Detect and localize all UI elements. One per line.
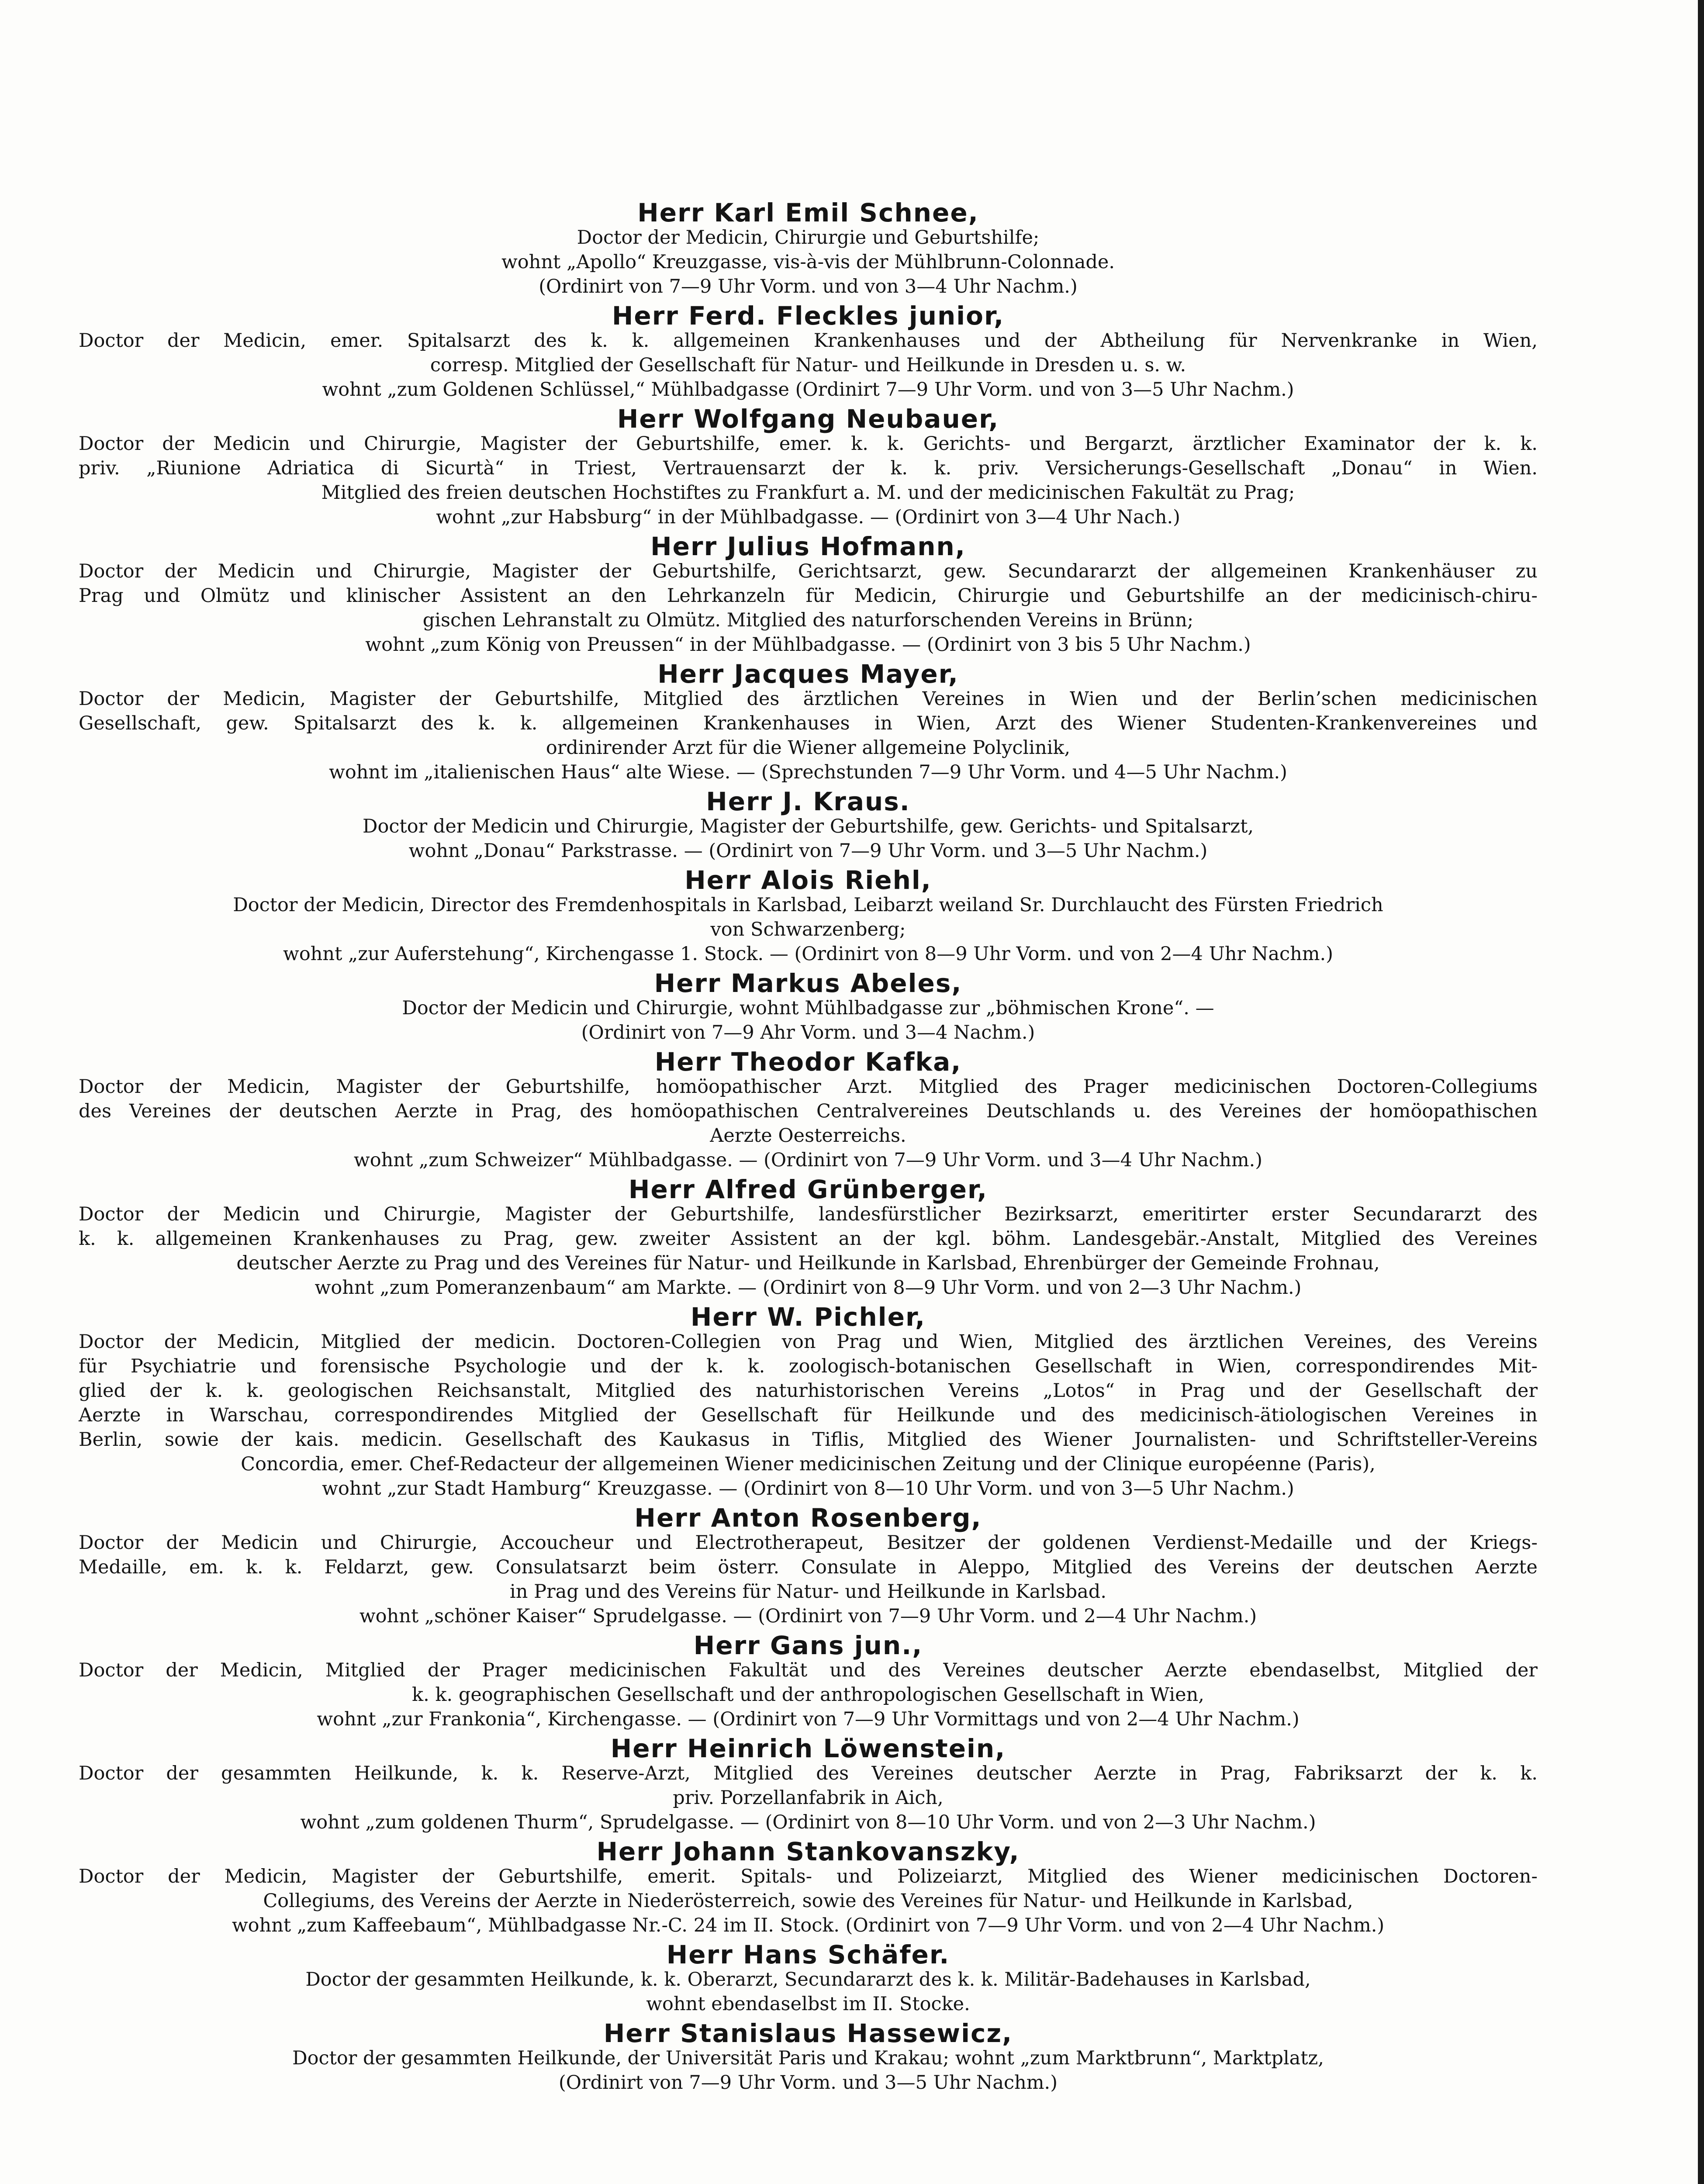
entry-text-line: von Schwarzenberg; [710,919,906,940]
entry-text-line: priv. „Riunione Adriatica di Sicurtà“ in Triest, Vertrauensarzt der k. k. priv. Versicherungs-Gesellschaft „Donau“ in Wien. [79,457,1538,479]
physician-entry [79,867,1538,966]
entry-text-line: Prag und Olmütz und klinischer Assistent an den Lehrkanzeln für Medicin, Chirurgie und Geburtshilfe an der medicinisch-chiru- [79,585,1538,607]
entry-text-line: wohnt im „italienischen Haus“ alte Wiese. — (Sprechstunden 7—9 Uhr Vorm. und 4—5 Uhr Nachm.) [329,761,1287,783]
entry-text-line: Doctor der gesammten Heilkunde, k. k. Oberarzt, Secundararzt des k. k. Militär-Badehauses in Karlsbad, [305,1969,1311,1990]
entry-text-line: wohnt „Apollo“ Kreuzgasse, vis-à-vis der Mühlbrunn-Colonnade. [501,251,1115,273]
entry-text-line: Doctor der Medicin, Mitglied der medicin. Doctoren-Collegien von Prag und Wien, Mitglied des ärztlichen Vereines, des Vereins [79,1331,1538,1353]
entry-text-line: wohnt „zur Habsburg“ in der Mühlbadgasse. — (Ordinirt von 3—4 Uhr Nach.) [436,506,1180,528]
entry-text-line: Doctor der Medicin und Chirurgie, Magister der Geburtshilfe, gew. Gerichts- und Spitalsarzt, [362,816,1254,837]
physician-name: Herr Theodor Kafka, [654,1047,962,1077]
physician-name: Herr Ferd. Fleckles junior, [612,301,1005,331]
entry-text-line: gischen Lehranstalt zu Olmütz. Mitglied des naturforschenden Vereins in Brünn; [422,609,1194,631]
entry-text-line: wohnt „zum goldenen Thurm“, Sprudelgasse. — (Ordinirt von 8—10 Uhr Vorm. und von 2—3 Uhr Nachm.) [300,1811,1316,1833]
physician-entry [79,1505,1538,1628]
entry-text-line: (Ordinirt von 7—9 Uhr Vorm. und 3—5 Uhr Nachm.) [559,2072,1058,2094]
entry-text-line: Aerzte Oesterreichs. [710,1125,906,1147]
entry-text-line: Doctor der Medicin und Chirurgie, Magister der Geburtshilfe, landesfürstlicher Bezirksarzt, emeritirter erster Secundararzt des [79,1203,1538,1225]
physician-entry [79,1736,1538,1835]
entry-text-line: Mitglied des freien deutschen Hochstiftes zu Frankfurt a. M. und der medicinischen Fakultät zu Prag; [321,482,1295,504]
entry-text-line: Doctor der Medicin und Chirurgie, Magister der Geburtshilfe, Gerichtsarzt, gew. Secundararzt der allgemeinen Krankenhäuser zu [79,560,1538,582]
entry-text-line: wohnt „zum Kaffeebaum“, Mühlbadgasse Nr.-C. 24 im II. Stock. (Ordinirt von 7—9 Uhr Vorm. und von 2—4 Uhr Nachm.) [232,1914,1385,1936]
entry-text-line: priv. Porzellanfabrik in Aich, [673,1787,944,1809]
physician-name: Herr Alfred Grünberger, [628,1175,988,1204]
physician-name: Herr W. Pichler, [690,1302,926,1332]
physician-entry [79,406,1538,529]
entry-text-line: Doctor der Medicin, emer. Spitalsarzt des k. k. allgemeinen Krankenhauses und der Abtheilung für Nervenkranke in Wien, [79,330,1538,352]
entry-text-line: wohnt „zum Pomeranzenbaum“ am Markte. — (Ordinirt von 8—9 Uhr Vorm. und von 2—3 Uhr Nachm.) [315,1277,1302,1299]
physician-name: Herr Jacques Mayer, [657,659,959,689]
physician-name: Herr Markus Abeles, [654,968,962,998]
entry-text-line: Doctor der Medicin, Magister der Geburtshilfe, homöopathischer Arzt. Mitglied des Prager medicinischen Doctoren-Collegiums [79,1076,1538,1098]
entry-text-line: Doctor der gesammten Heilkunde, der Universität Paris und Krakau; wohnt „zum Marktbrunn“, Marktplatz, [292,2047,1324,2069]
entry-text-line: wohnt „zum König von Preussen“ in der Mühlbadgasse. — (Ordinirt von 3 bis 5 Uhr Nachm.) [365,634,1251,656]
physician-entry [79,1839,1538,1938]
physician-name: Herr Hans Schäfer. [666,1940,950,1970]
entry-text-line: glied der k. k. geologischen Reichsanstalt, Mitglied des naturhistorischen Vereins „Lotos“ in Prag und der Gesellschaft der [79,1380,1538,1402]
physician-name: Herr Johann Stankovanszky, [596,1837,1020,1866]
physician-entry [79,1177,1538,1300]
entry-text-line: k. k. allgemeinen Krankenhauses zu Prag, gew. zweiter Assistent an der kgl. böhm. Landesgebär.-Anstalt, Mitglied des Vereines [79,1228,1538,1250]
physician-entry [79,200,1538,299]
entry-text-line: für Psychiatrie und forensische Psychologie und der k. k. zoologisch-botanischen Gesellschaft in Wien, correspondirendes Mit- [79,1355,1538,1377]
entry-text-line: k. k. geographischen Gesellschaft und der anthropologischen Gesellschaft in Wien, [412,1684,1204,1706]
physician-entry [79,1304,1538,1501]
entry-text-line: Medaille, em. k. k. Feldarzt, gew. Consulatsarzt beim österr. Consulate in Aleppo, Mitglied des Vereins der deutschen Aerzte [79,1556,1538,1578]
entry-text-line: Doctor der Medicin, Chirurgie und Geburtshilfe; [577,227,1040,249]
entry-text-line: Doctor der Medicin und Chirurgie, Magister der Geburtshilfe, emer. k. k. Gerichts- und Bergarzt, ärztlicher Examinator der k. k. [79,433,1538,455]
entry-text-line: wohnt „zur Stadt Hamburg“ Kreuzgasse. — (Ordinirt von 8—10 Uhr Vorm. und von 3—5 Uhr Nachm.) [322,1478,1294,1500]
physician-name: Herr Anton Rosenberg, [634,1503,982,1533]
physician-name: Herr Gans jun., [693,1631,923,1660]
physician-entry [79,534,1538,657]
entry-text-line: corresp. Mitglied der Gesellschaft für Natur- und Heilkunde in Dresden u. s. w. [430,354,1186,376]
physician-name: Herr Heinrich Löwenstein, [610,1734,1006,1763]
physician-name: Herr Stanislaus Hassewicz, [603,2018,1013,2048]
entry-text-line: Doctor der gesammten Heilkunde, k. k. Reserve-Arzt, Mitglied des Vereines deutscher Aerzte in Prag, Fabriksarzt der k. k. [79,1762,1538,1784]
physician-directory [79,196,1538,2095]
entry-text-line: Doctor der Medicin und Chirurgie, wohnt Mühlbadgasse zur „böhmischen Krone“. — [402,997,1214,1019]
entry-text-line: Gesellschaft, gew. Spitalsarzt des k. k. allgemeinen Krankenhauses in Wien, Arzt des Wiener Studenten-Krankenvereines und [79,712,1538,734]
entry-text-line: in Prag und des Vereins für Natur- und Heilkunde in Karlsbad. [509,1581,1106,1603]
entry-text-line: wohnt „Donau“ Parkstrasse. — (Ordinirt von 7—9 Uhr Vorm. und 3—5 Uhr Nachm.) [408,840,1208,862]
physician-entry [79,1942,1538,2016]
entry-text-line: wohnt „schöner Kaiser“ Sprudelgasse. — (Ordinirt von 7—9 Uhr Vorm. und 2—4 Uhr Nachm.) [359,1605,1257,1627]
physician-entry [79,1633,1538,1731]
entry-text-line: Doctor der Medicin, Mitglied der Prager medicinischen Fakultät und des Vereines deutscher Aerzte ebendaselbst, Mitglied der [79,1659,1538,1681]
entry-text-line: Doctor der Medicin, Magister der Geburtshilfe, Mitglied des ärztlichen Vereines in Wien und der Berlin’schen medicinischen [79,688,1538,710]
entry-text-line: ordinirender Arzt für die Wiener allgemeine Polyclinik, [546,737,1071,759]
entry-text-line: wohnt „zum Schweizer“ Mühlbadgasse. — (Ordinirt von 7—9 Uhr Vorm. und 3—4 Uhr Nachm.) [353,1149,1263,1171]
physician-entry [79,968,1538,1045]
entry-text-line: Doctor der Medicin, Director des Fremdenhospitals in Karlsbad, Leibarzt weiland Sr. Durchlaucht des Fürsten Friedrich [233,894,1383,916]
physician-name: Herr Wolfgang Neubauer, [617,404,999,434]
entry-text-line: Doctor der Medicin und Chirurgie, Accoucheur und Electrotherapeut, Besitzer der goldenen Verdienst-Medaille und der Kriegs- [79,1532,1538,1554]
entry-text-line: deutscher Aerzte zu Prag und des Vereines für Natur- und Heilkunde in Karlsbad, Ehrenbürger der Gemeinde Frohnau, [236,1252,1380,1274]
physician-entry [79,2018,1538,2095]
physician-name: Herr Karl Emil Schnee, [637,198,979,228]
entry-text-line: wohnt ebendaselbst im II. Stocke. [646,1993,970,2015]
physician-entry [79,661,1538,784]
entry-text-line: Concordia, emer. Chef-Redacteur der allgemeinen Wiener medicinischen Zeitung und der Clinique européenne (Paris), [241,1453,1376,1475]
entry-text-line: Doctor der Medicin, Magister der Geburtshilfe, emerit. Spitals- und Polizeiarzt, Mitglied des Wiener medicinischen Doctoren- [79,1866,1538,1887]
entry-text-line: wohnt „zum Goldenen Schlüssel,“ Mühlbadgasse (Ordinirt 7—9 Uhr Vorm. und von 3—5 Uhr Nachm.) [322,379,1294,401]
entry-text-line: Aerzte in Warschau, correspondirendes Mitglied der Gesellschaft für Heilkunde und des medicinisch-ätiologischen Vereines in [79,1404,1538,1426]
entry-text-line: (Ordinirt von 7—9 Ahr Vorm. und 3—4 Nachm.) [581,1022,1035,1044]
physician-entry [79,303,1538,402]
physician-name: Herr J. Kraus. [706,787,910,816]
scan-edge-right [1698,0,1704,2184]
entry-text-line: des Vereines der deutschen Aerzte in Prag, des homöopathischen Centralvereines Deutschlands u. des Vereines der homöopathischen [79,1100,1538,1122]
entry-text-line: Collegiums, des Vereins der Aerzte in Niederösterreich, sowie des Vereines für Natur- und Heilkunde in Karlsbad, [263,1890,1353,1912]
entry-text-line: wohnt „zur Auferstehung“, Kirchengasse 1. Stock. — (Ordinirt von 8—9 Uhr Vorm. und von 2—4 Uhr Nachm.) [283,943,1333,965]
physician-entry [79,1049,1538,1172]
entry-text-line: wohnt „zur Frankonia“, Kirchengasse. — (Ordinirt von 7—9 Uhr Vormittags und von 2—4 Uhr Nachm.) [317,1708,1300,1730]
entry-text-line: Berlin, sowie der kais. medicin. Gesellschaft des Kaukasus in Tiflis, Mitglied des Wiener Journalisten- und Schriftsteller-Vereins [79,1429,1538,1451]
physician-entry [79,789,1538,863]
physician-name: Herr Alois Riehl, [684,865,932,895]
physician-name: Herr Julius Hofmann, [650,532,966,561]
entry-text-line: (Ordinirt von 7—9 Uhr Vorm. und von 3—4 Uhr Nachm.) [539,276,1078,297]
